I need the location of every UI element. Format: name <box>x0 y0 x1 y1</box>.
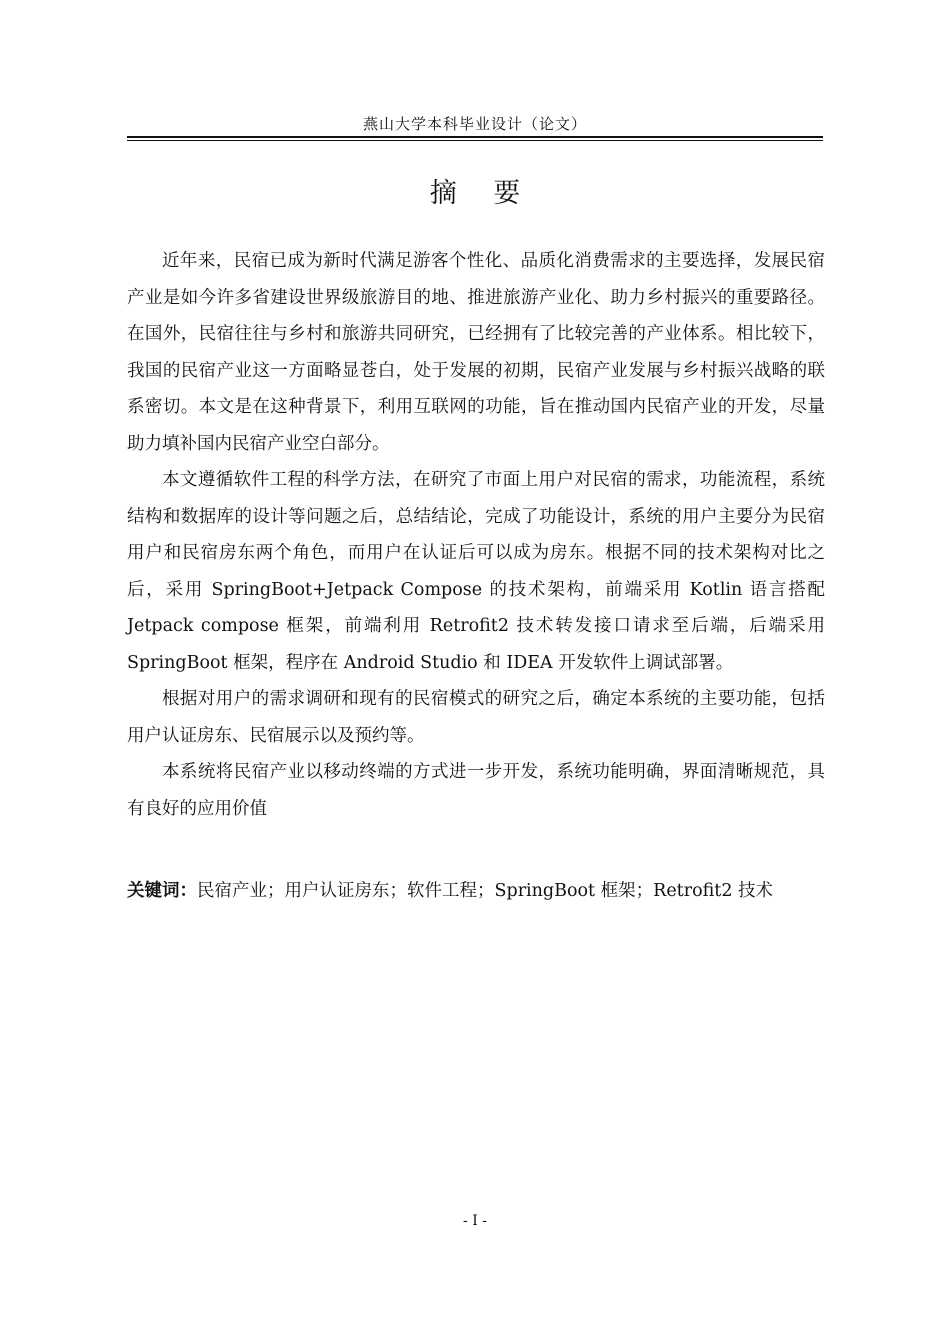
keywords-label: 关键词： <box>127 881 197 901</box>
abstract-paragraph-4: 本系统将民宿产业以移动终端的方式进一步开发，系统功能明确，界面清晰规范，具有良好的应用价值 <box>127 762 825 819</box>
abstract-paragraph-3: 根据对用户的需求调研和现有的民宿模式的研究之后，确定本系统的主要功能，包括用户认证房东、民宿展示以及预约等。 <box>127 689 825 746</box>
header-rule-thick <box>127 136 823 138</box>
running-header: 燕山大学本科毕业设计（论文） <box>362 115 587 133</box>
abstract-body <box>127 243 825 827</box>
keywords-line <box>127 876 825 906</box>
abstract-paragraph-2: 本文遵循软件工程的科学方法，在研究了市面上用户对民宿的需求，功能流程，系统结构和数据库的设计等问题之后，总结结论，完成了功能设计，系统的用户主要分为民宿用户和民宿房东两个角色，而用户在认证后可以成为房东。根据不同的技术架构对比之后，采用 SpringBoot+Jetpack Compose 的技术架构，前端采用 Kotlin 语言搭配 Jetpack compose 框架，前端利用 Retrofit2 技术转发接口请求至后端，后端采用 SpringBoot 框架，程序在 Android Studio 和 IDEA 开发软件上调试部署。 <box>127 470 825 673</box>
header-rule-thin <box>127 140 823 141</box>
page-number: - I - <box>463 1213 487 1229</box>
abstract-title: 摘 要 <box>429 178 535 209</box>
keywords-text: 民宿产业；用户认证房东；软件工程；SpringBoot 框架；Retrofit2 技术 <box>197 881 774 901</box>
abstract-paragraph-1: 近年来，民宿已成为新时代满足游客个性化、品质化消费需求的主要选择，发展民宿产业是如今许多省建设世界级旅游目的地、推进旅游产业化、助力乡村振兴的重要路径。在国外，民宿往往与乡村和旅游共同研究，已经拥有了比较完善的产业体系。相比较下，我国的民宿产业这一方面略显苍白，处于发展的初期，民宿产业发展与乡村振兴战略的联系密切。本文是在这种背景下，利用互联网的功能，旨在推动国内民宿产业的开发，尽量助力填补国内民宿产业空白部分。 <box>127 251 825 454</box>
